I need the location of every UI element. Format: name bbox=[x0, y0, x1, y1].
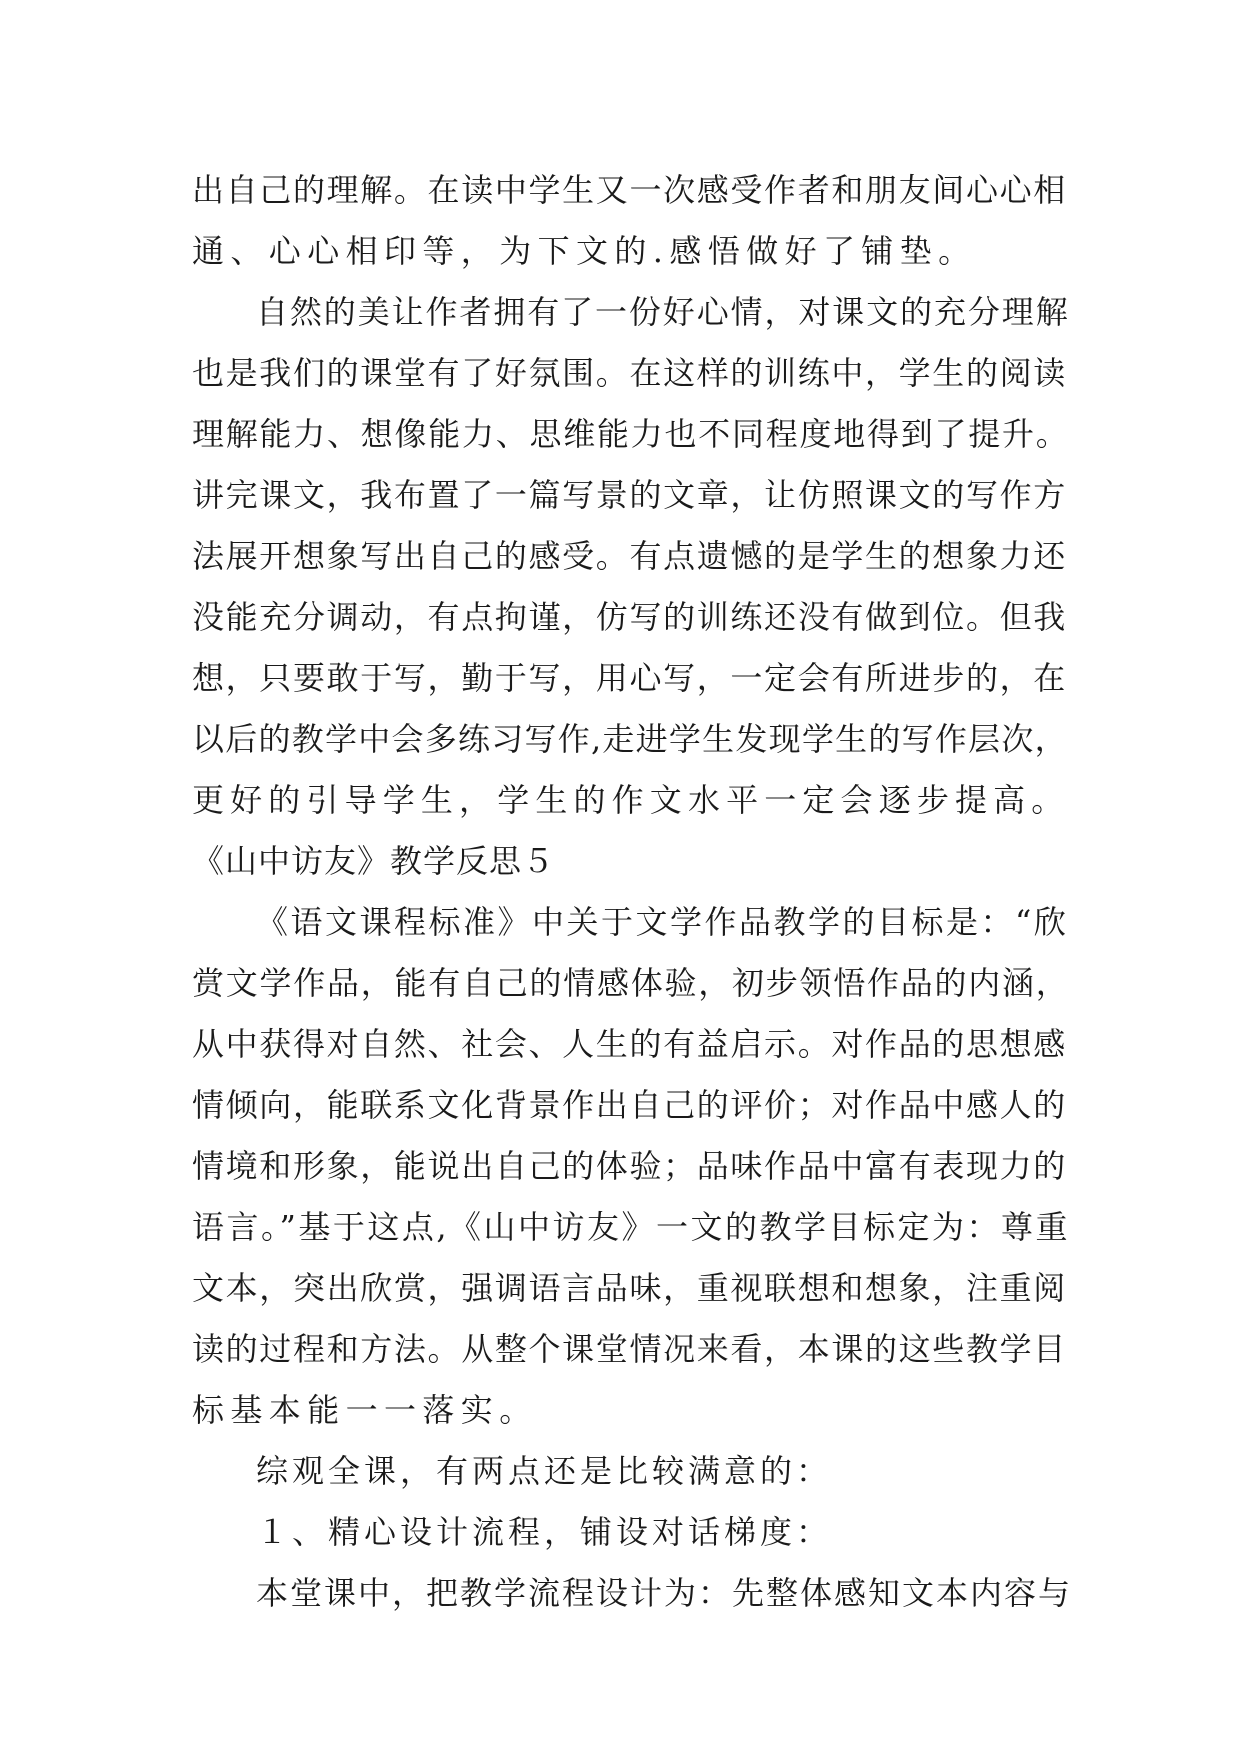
text-line: 读的过程和方法。从整个课堂情况来看，本课的这些教学目 bbox=[192, 1330, 1067, 1368]
text-line: 以后的教学中会多练习写作,走进学生发现学生的写作层次， bbox=[192, 720, 1068, 758]
document-body bbox=[192, 160, 1072, 1624]
text-line: 标基本能一一落实。 bbox=[192, 1391, 538, 1429]
section-heading: 《山中访友》教学反思５ bbox=[192, 842, 556, 880]
text-line: 想，只要敢于写，勤于写，用心写，一定会有所进步的，在 bbox=[192, 659, 1067, 697]
paragraph-start-line: 自然的美让作者拥有了一份好心情，对课文的充分理解 bbox=[256, 293, 1070, 331]
text-line: 出自己的理解。在读中学生又一次感受作者和朋友间心心相 bbox=[192, 171, 1067, 209]
text-line: 文本，突出欣赏，强调语言品味，重视联想和想象，注重阅 bbox=[192, 1269, 1067, 1307]
paragraph-start-line: 本堂课中，把教学流程设计为：先整体感知文本内容与 bbox=[256, 1574, 1073, 1612]
text-line: 赏文学作品，能有自己的情感体验，初步领悟作品的内涵， bbox=[192, 964, 1070, 1002]
text-line: 法展开想象写出自己的感受。有点遗憾的是学生的想象力还 bbox=[192, 537, 1067, 575]
text-line: 从中获得对自然、社会、人生的有益启示。对作品的思想感 bbox=[192, 1025, 1067, 1063]
text-line: 情倾向，能联系文化背景作出自己的评价；对作品中感人的 bbox=[192, 1086, 1067, 1124]
paragraph-start-line: 综观全课，有两点还是比较满意的： bbox=[256, 1452, 833, 1490]
list-item-line: １、精心设计流程，铺设对话梯度： bbox=[256, 1513, 833, 1551]
text-line: 情境和形象，能说出自己的体验；品味作品中富有表现力的 bbox=[192, 1147, 1067, 1185]
text-line: 也是我们的课堂有了好氛围。在这样的训练中，学生的阅读 bbox=[192, 354, 1067, 392]
text-line: 语言。”基于这点,《山中访友》一文的教学目标定为：尊重 bbox=[192, 1208, 1071, 1246]
paragraph-start-line: 《语文课程标准》中关于文学作品教学的目标是：“欣 bbox=[256, 903, 1069, 941]
text-line: 更好的引导学生，学生的作文水平一定会逐步提高。 bbox=[192, 781, 1070, 819]
text-line: 通、心心相印等，为下文的.感悟做好了铺垫。 bbox=[192, 232, 977, 270]
text-line: 理解能力、想像能力、思维能力也不同程度地得到了提升。 bbox=[192, 415, 1070, 453]
text-line: 讲完课文，我布置了一篇写景的文章，让仿照课文的写作方 bbox=[192, 476, 1067, 514]
text-line: 没能充分调动，有点拘谨，仿写的训练还没有做到位。但我 bbox=[192, 598, 1067, 636]
